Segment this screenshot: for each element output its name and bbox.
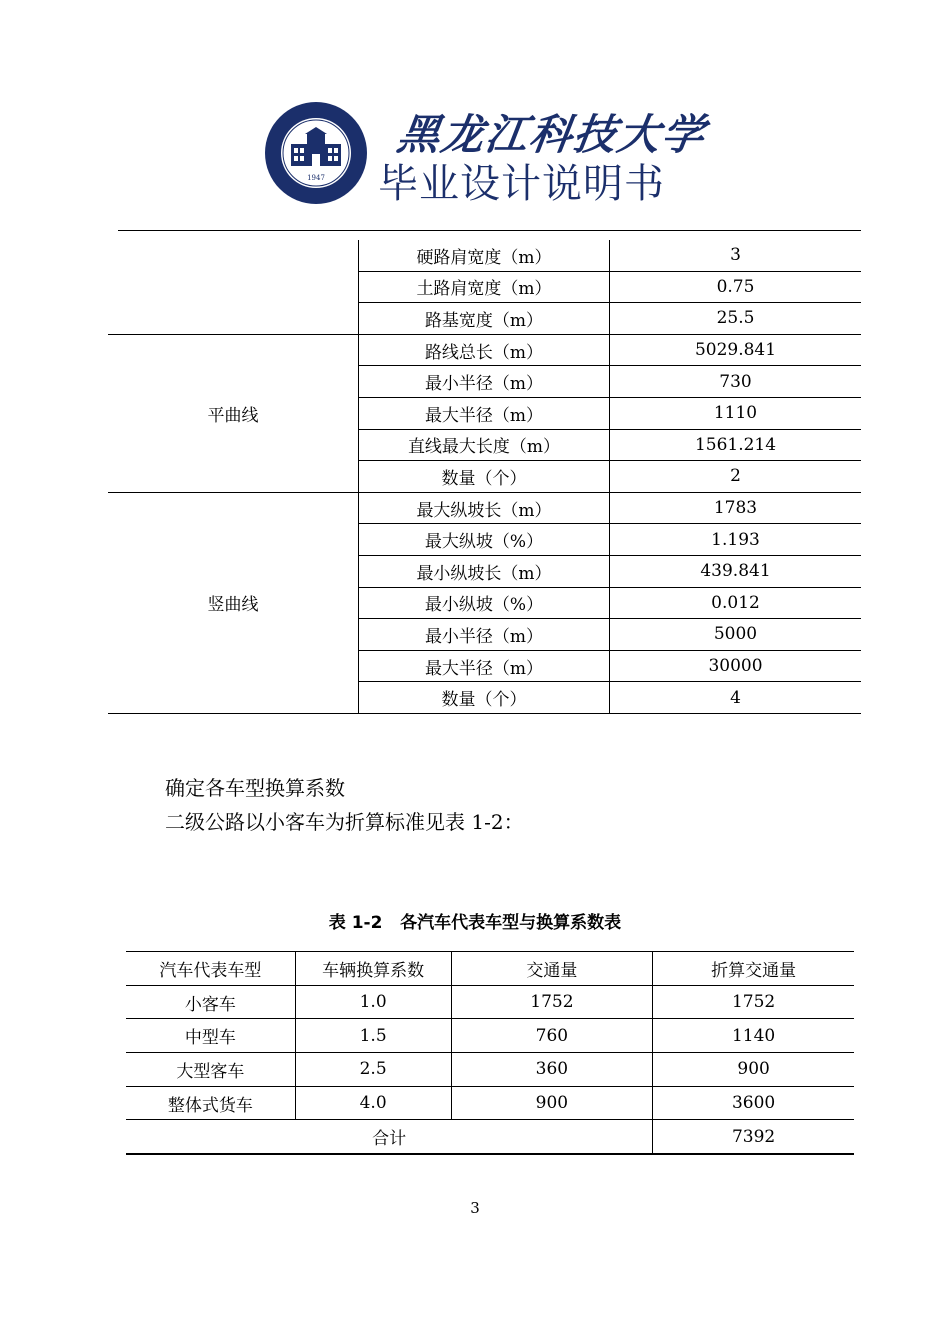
paragraph-vehicle-coefficient: 确定各车型换算系数 xyxy=(165,776,345,800)
table-row xyxy=(126,1053,854,1087)
item-cell: 最大纵坡（%） xyxy=(359,524,610,556)
total-value-cell: 7392 xyxy=(653,1120,854,1154)
design-spec-table xyxy=(108,240,861,714)
item-cell: 土路肩宽度（m） xyxy=(359,271,610,303)
item-cell: 最小半径（m） xyxy=(359,366,610,398)
table-cell: 1140 xyxy=(653,1019,854,1053)
value-cell: 5000 xyxy=(610,619,862,651)
item-cell: 最大半径（m） xyxy=(359,397,610,429)
total-label-cell: 合计 xyxy=(126,1120,653,1154)
item-cell: 直线最大长度（m） xyxy=(359,429,610,461)
value-cell: 730 xyxy=(610,366,862,398)
table-cell: 中型车 xyxy=(126,1019,295,1053)
page-header xyxy=(0,0,950,240)
table-row xyxy=(126,1019,854,1053)
paragraph-conversion-standard: 二级公路以小客车为折算标准见表 1-2： xyxy=(165,810,524,834)
page-number: 3 xyxy=(470,1199,480,1217)
table-caption: 表 1-2 各汽车代表车型与换算系数表 xyxy=(328,913,622,933)
table-cell: 小客车 xyxy=(126,985,295,1019)
table-row xyxy=(108,492,861,524)
item-cell: 最小纵坡（%） xyxy=(359,587,610,619)
value-cell: 439.841 xyxy=(610,555,862,587)
group-name-cell: 竖曲线 xyxy=(108,492,359,713)
item-cell: 数量（个） xyxy=(359,682,610,714)
university-name: 黑龙江科技大学 xyxy=(394,110,710,159)
value-cell: 1783 xyxy=(610,492,862,524)
table-row xyxy=(108,334,861,366)
table-cell: 1.0 xyxy=(295,985,451,1019)
column-header: 交通量 xyxy=(451,952,653,986)
value-cell: 25.5 xyxy=(610,303,862,335)
column-header: 汽车代表车型 xyxy=(126,952,295,986)
vehicle-conversion-table xyxy=(126,951,854,1155)
column-header: 折算交通量 xyxy=(653,952,854,986)
table-cell: 1.5 xyxy=(295,1019,451,1053)
table-cell: 360 xyxy=(451,1053,653,1087)
table-cell: 760 xyxy=(451,1019,653,1053)
value-cell: 1.193 xyxy=(610,524,862,556)
header-divider xyxy=(118,230,861,231)
svg-text:1947: 1947 xyxy=(307,174,325,182)
table-cell: 2.5 xyxy=(295,1053,451,1087)
table-cell: 4.0 xyxy=(295,1086,451,1120)
table-cell: 1752 xyxy=(653,985,854,1019)
item-cell: 路基宽度（m） xyxy=(359,303,610,335)
item-cell: 路线总长（m） xyxy=(359,334,610,366)
item-cell: 硬路肩宽度（m） xyxy=(359,240,610,271)
group-name-cell: 平曲线 xyxy=(108,334,359,492)
item-cell: 最小纵坡长（m） xyxy=(359,555,610,587)
column-header: 车辆换算系数 xyxy=(295,952,451,986)
total-row xyxy=(126,1120,854,1154)
group-name-cell xyxy=(108,240,359,334)
table-row xyxy=(126,985,854,1019)
table-cell: 900 xyxy=(653,1053,854,1087)
value-cell: 3 xyxy=(610,240,862,271)
item-cell: 数量（个） xyxy=(359,461,610,493)
value-cell: 0.75 xyxy=(610,271,862,303)
table-cell: 3600 xyxy=(653,1086,854,1120)
table-header-row xyxy=(126,952,854,986)
value-cell: 1561.214 xyxy=(610,429,862,461)
table-row xyxy=(108,240,861,271)
table-cell: 整体式货车 xyxy=(126,1086,295,1120)
university-seal-icon xyxy=(263,100,369,206)
value-cell: 30000 xyxy=(610,650,862,682)
item-cell: 最大纵坡长（m） xyxy=(359,492,610,524)
value-cell: 0.012 xyxy=(610,587,862,619)
table-row xyxy=(126,1086,854,1120)
item-cell: 最大半径（m） xyxy=(359,650,610,682)
table-cell: 1752 xyxy=(451,985,653,1019)
document-title: 毕业设计说明书 xyxy=(378,161,665,207)
table-cell: 900 xyxy=(451,1086,653,1120)
value-cell: 1110 xyxy=(610,397,862,429)
value-cell: 4 xyxy=(610,682,862,714)
item-cell: 最小半径（m） xyxy=(359,619,610,651)
value-cell: 5029.841 xyxy=(610,334,862,366)
table-cell: 大型客车 xyxy=(126,1053,295,1087)
value-cell: 2 xyxy=(610,461,862,493)
